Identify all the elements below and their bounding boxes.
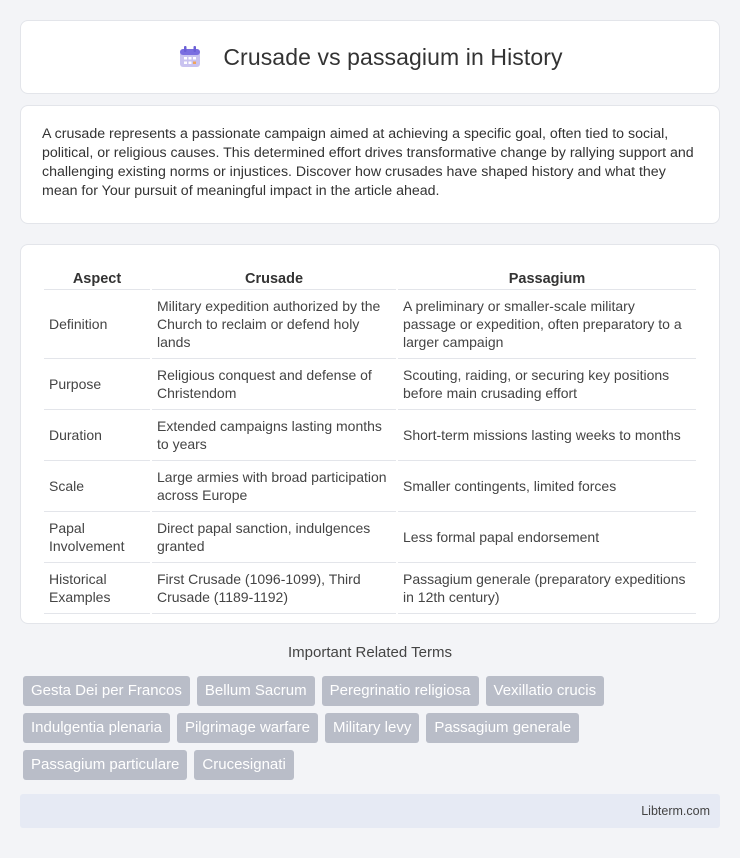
table-row xyxy=(44,410,696,461)
header-passagium: Passagium xyxy=(398,264,696,290)
related-term-tag[interactable]: Peregrinatio religiosa xyxy=(322,676,479,706)
row-aspect: Duration xyxy=(44,410,150,461)
row-crusade: Military expedition authorized by the Church to reclaim or defend holy lands xyxy=(152,290,396,359)
calendar-icon xyxy=(177,44,203,70)
comparison-table xyxy=(42,264,698,614)
table-row xyxy=(44,512,696,563)
table-row xyxy=(44,563,696,614)
footer xyxy=(20,794,720,828)
row-passagium: A preliminary or smaller-scale military passage or expedition, often preparatory to a larger campaign xyxy=(398,290,696,359)
footer-site-link[interactable]: Libterm.com xyxy=(641,804,710,818)
row-aspect: Definition xyxy=(44,290,150,359)
intro-text: A crusade represents a passionate campaign aimed at achieving a specific goal, often tied to social, political, or religious causes. This determined effort drives transformative change by rallying support and challenging existing norms or injustices. Discover how crusades have shaped history and what they mean for Your pursuit of meaningful impact in the article ahead. xyxy=(42,126,694,199)
row-crusade: Extended campaigns lasting months to years xyxy=(152,410,396,461)
row-crusade: Large armies with broad participation across Europe xyxy=(152,461,396,512)
row-aspect: Papal Involvement xyxy=(44,512,150,563)
row-aspect: Scale xyxy=(44,461,150,512)
row-crusade: First Crusade (1096-1099), Third Crusade (1189-1192) xyxy=(152,563,396,614)
row-crusade: Religious conquest and defense of Christendom xyxy=(152,359,396,410)
table-row xyxy=(44,359,696,410)
header-card xyxy=(20,20,720,94)
related-terms-title: Important Related Terms xyxy=(288,644,452,661)
row-passagium: Passagium generale (preparatory expeditions in 12th century) xyxy=(398,563,696,614)
row-passagium: Less formal papal endorsement xyxy=(398,512,696,563)
row-passagium: Short-term missions lasting weeks to months xyxy=(398,410,696,461)
row-crusade: Direct papal sanction, indulgences granted xyxy=(152,512,396,563)
header-aspect: Aspect xyxy=(44,264,150,290)
table-header-row xyxy=(44,264,696,290)
related-term-tag[interactable]: Vexillatio crucis xyxy=(486,676,605,706)
header-crusade: Crusade xyxy=(152,264,396,290)
page-title: Crusade vs passagium in History xyxy=(223,43,563,70)
row-aspect: Purpose xyxy=(44,359,150,410)
related-term-tag[interactable]: Bellum Sacrum xyxy=(197,676,315,706)
row-aspect: Historical Examples xyxy=(44,563,150,614)
row-passagium: Scouting, raiding, or securing key positions before main crusading effort xyxy=(398,359,696,410)
related-term-tag[interactable]: Crucesignati xyxy=(194,750,293,780)
related-terms-list xyxy=(23,676,723,787)
related-term-tag[interactable]: Military levy xyxy=(325,713,419,743)
table-row xyxy=(44,290,696,359)
row-passagium: Smaller contingents, limited forces xyxy=(398,461,696,512)
related-term-tag[interactable]: Gesta Dei per Francos xyxy=(23,676,190,706)
related-term-tag[interactable]: Passagium generale xyxy=(426,713,579,743)
table-row xyxy=(44,461,696,512)
related-term-tag[interactable]: Passagium particulare xyxy=(23,750,187,780)
related-term-tag[interactable]: Indulgentia plenaria xyxy=(23,713,170,743)
comparison-card xyxy=(20,244,720,624)
related-term-tag[interactable]: Pilgrimage warfare xyxy=(177,713,318,743)
intro-card xyxy=(20,105,720,224)
